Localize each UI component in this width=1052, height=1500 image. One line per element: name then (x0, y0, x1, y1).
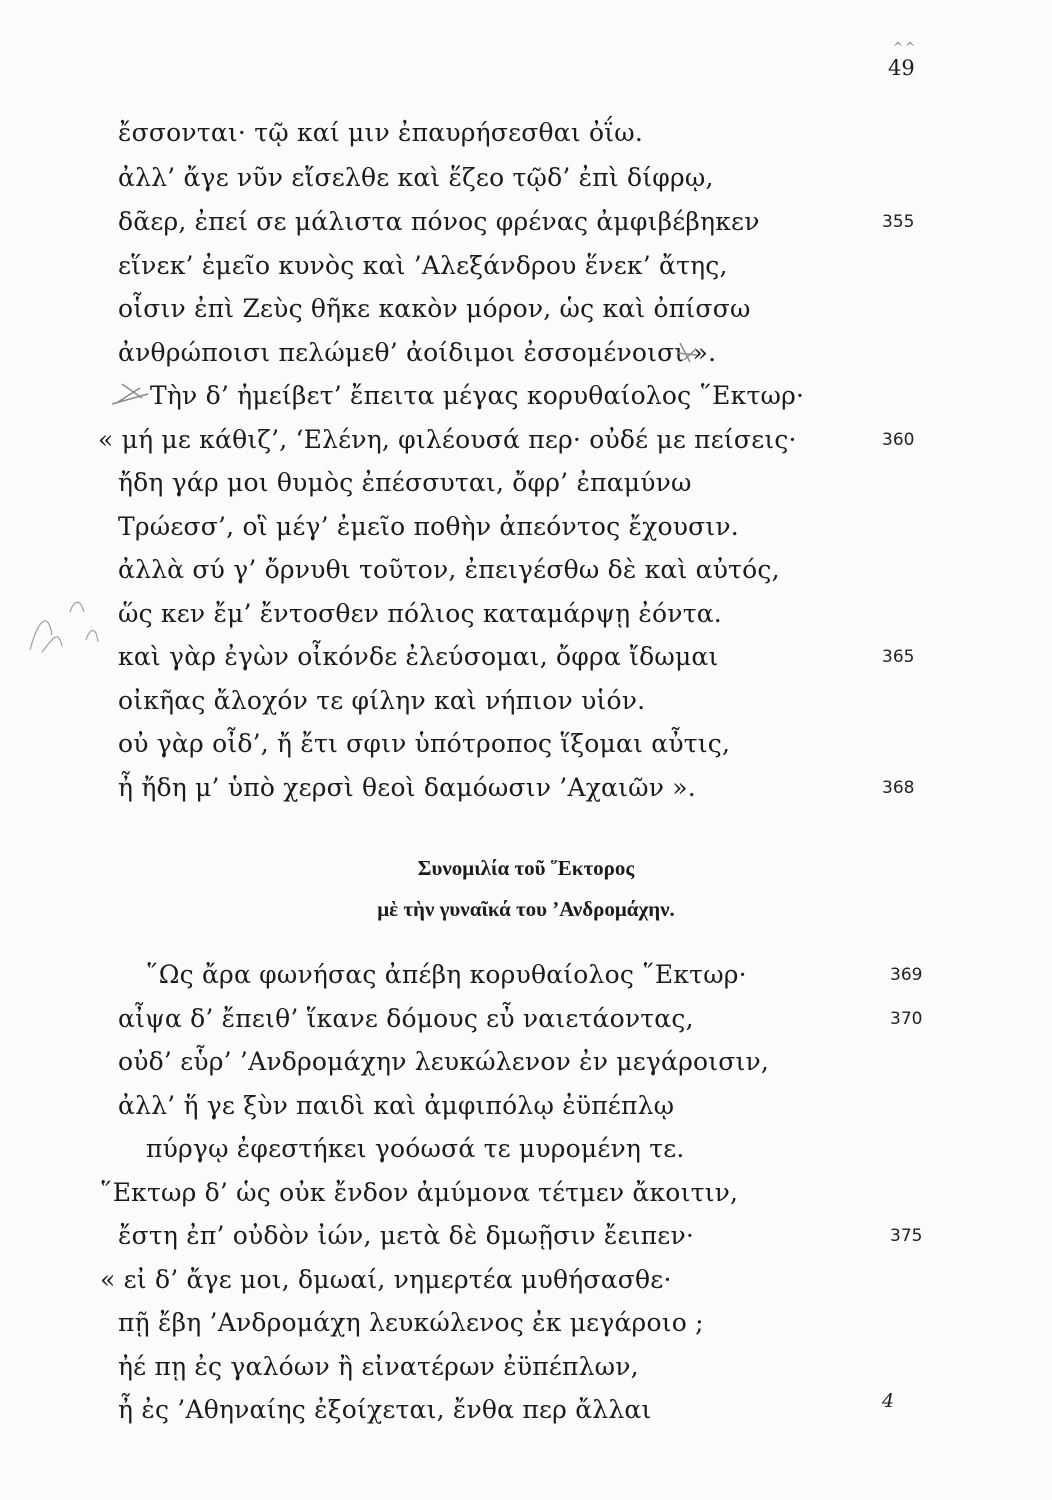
page-number: 49 (888, 56, 915, 80)
signature-number: 4 (882, 1390, 895, 1412)
verse-line: οἷσιν ἐπὶ Ζεὺς θῆκε κακὸν μόρον, ὡς καὶ ὀπίσσω (118, 294, 751, 323)
verse-line: ἤδη γάρ μοι θυμὸς ἐπέσσυται, ὄφρ’ ἐπαμύνω (118, 468, 692, 497)
verse-line: Τὴν δ’ ἠμείβετ’ ἔπειτα μέγας κορυθαίολος ῞Εκτωρ· (150, 381, 805, 410)
verse-line: εἵνεκ’ ἐμεῖο κυνὸς καὶ ’Αλεξάνδρου ἕνεκ’ ἄτης, (118, 251, 728, 280)
verse-line: ἔστη ἐπ’ οὐδὸν ἰών, μετὰ δὲ δμωῇσιν ἔειπεν· (118, 1221, 694, 1250)
verse-line: δᾶερ, ἐπεί σε μάλιστα πόνος φρένας ἀμφιβέβηκεν (118, 207, 760, 236)
section-heading-line-1: Συνομιλία τοῦ ῞Εκτορος (417, 856, 635, 880)
verse-line: ἀλλ’ ἄγε νῦν εἴσελθε καὶ ἕζεο τῷδ’ ἐπὶ δίφρῳ, (118, 163, 714, 192)
verse-line: ἦ ἐς ’Αθηναίης ἐξοίχεται, ἔνθα περ ἄλλαι (118, 1395, 652, 1424)
verse-line: πύργῳ ἐφεστήκει γοόωσά τε μυρομένη τε. (146, 1134, 685, 1163)
verse-line: ὥς κεν ἔμ’ ἔντοσθεν πόλιος καταμάρψῃ ἐόντα. (118, 599, 722, 628)
line-number: 369 (890, 965, 923, 985)
verse-line: πῇ ἔβη ’Ανδρομάχη λευκώλενος ἐκ μεγάροιο ; (118, 1308, 704, 1337)
verse-line: ἠέ πῃ ἐς γαλόων ἢ εἰνατέρων ἐϋπέπλων, (118, 1352, 639, 1381)
margin-mark-cross (112, 384, 148, 404)
verse-line: ἀνθρώποισι πελώμεθ’ ἀοίδιμοι ἐσσομένοισι ». (118, 338, 717, 367)
verse-line: ῞Ως ἄρα φωνήσας ἀπέβη κορυθαίολος ῞Εκτωρ· (146, 960, 747, 989)
verse-line: καὶ γὰρ ἐγὼν οἶκόνδε ἐλεύσομαι, ὄφρα ἴδωμαι (118, 642, 719, 671)
verse-line: αἶψα δ’ ἔπειθ’ ἵκανε δόμους εὖ ναιετάοντας, (118, 1004, 694, 1033)
section-heading-line-2: μὲ τὴν γυναῖκά του ’Ανδρομάχην. (377, 897, 675, 921)
line-number: 375 (890, 1226, 923, 1246)
verse-line: οὐδ’ εὗρ’ ’Ανδρομάχην λευκώλενον ἐν μεγάροισιν, (118, 1047, 770, 1076)
verse-line: ἀλλ’ ἥ γε ξὺν παιδὶ καὶ ἀμφιπόλῳ ἐϋπέπλῳ (118, 1091, 675, 1120)
verse-line: « εἰ δ’ ἄγε μοι, δμωαί, νημερτέα μυθήσασθε· (100, 1265, 672, 1294)
verse-line: ἀλλὰ σύ γ’ ὄρνυθι τοῦτον, ἐπειγέσθω δὲ καὶ αὐτός, (118, 555, 780, 584)
line-number: 365 (882, 647, 915, 667)
verse-line: οἰκῆας ἄλοχόν τε φίλην καὶ νήπιον υἱόν. (118, 686, 646, 715)
verse-line: ἔσσονται· τῷ καί μιν ἐπαυρήσεσθαι ὀΐω. (118, 118, 643, 147)
page-corner-mark: ^^ (893, 40, 918, 54)
line-number: 355 (882, 212, 915, 232)
line-number: 368 (882, 778, 915, 798)
verse-line: οὐ γὰρ οἶδ’, ἤ ἔτι σφιν ὑπότροπος ἵξομαι αὖτις, (118, 729, 731, 758)
verse-line: Τρώεσσ’, οἳ μέγ’ ἐμεῖο ποθὴν ἀπεόντος ἔχουσιν. (118, 512, 739, 541)
margin-mark-star (677, 343, 697, 362)
line-number: 360 (882, 430, 915, 450)
margin-scribble (30, 602, 98, 652)
verse-line: « μή με κάθιζ’, ‘Ελένη, φιλέουσά περ· οὐδέ με πείσεις· (98, 425, 797, 454)
verse-line: ἦ ἤδη μ’ ὑπὸ χερσὶ θεοὶ δαμόωσιν ’Αχαιῶν ». (118, 773, 696, 802)
line-number: 370 (890, 1009, 923, 1029)
verse-line: ῞Εκτωρ δ’ ὡς οὐκ ἔνδον ἀμύμονα τέτμεν ἄκοιτιν, (100, 1178, 739, 1207)
